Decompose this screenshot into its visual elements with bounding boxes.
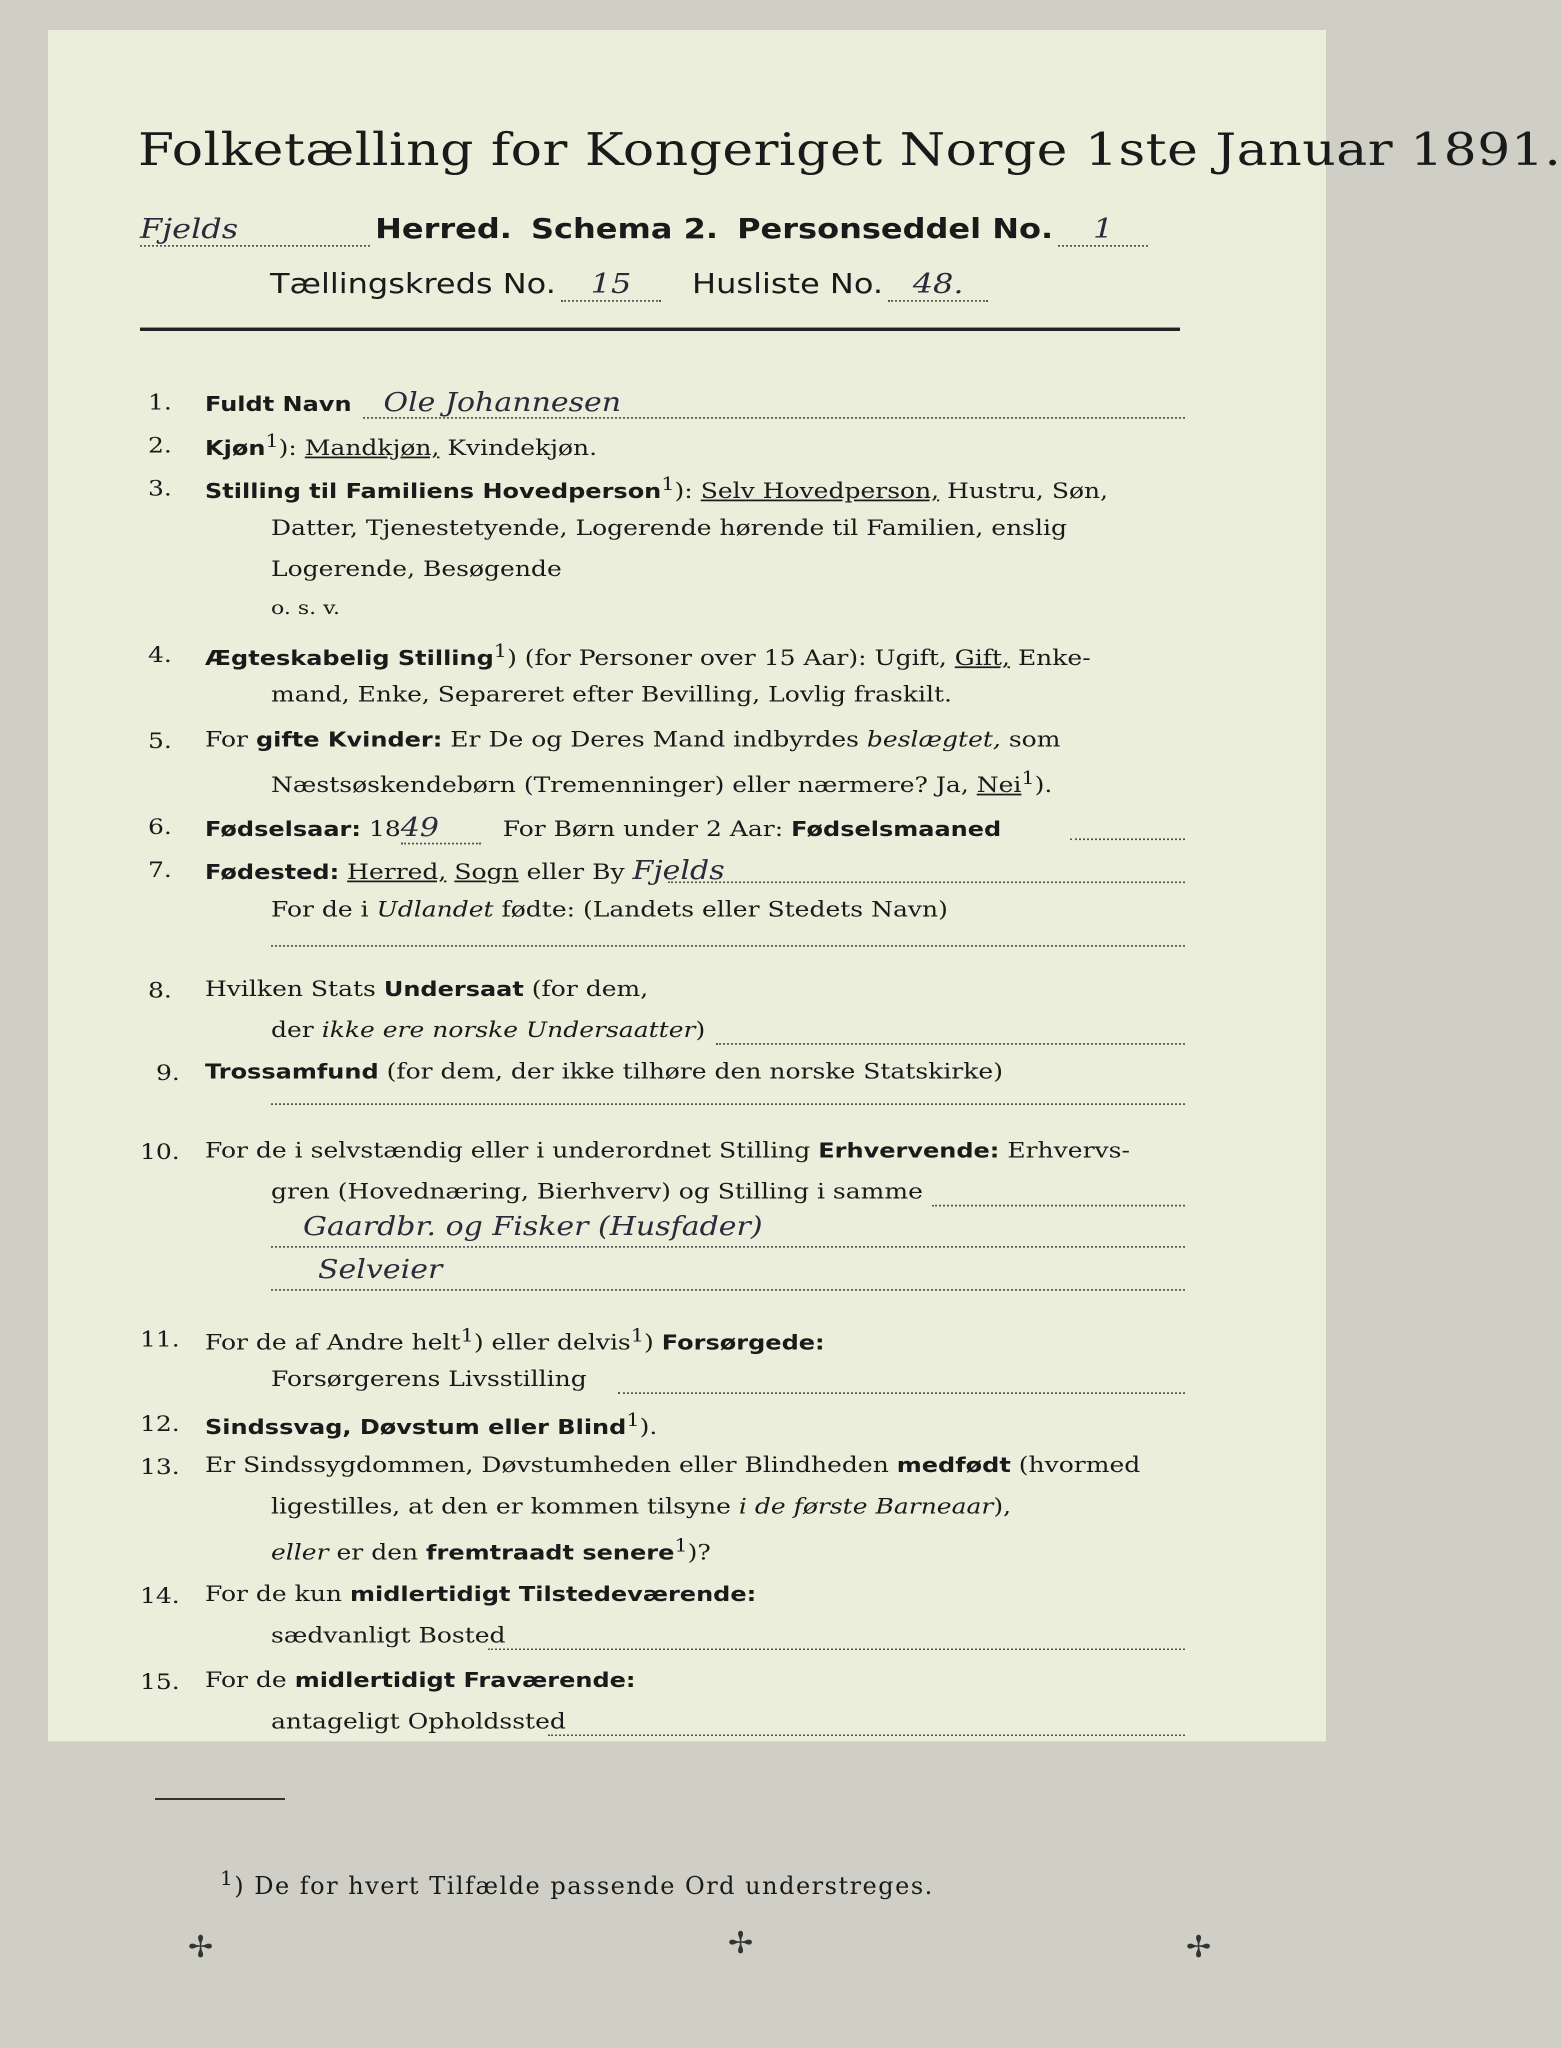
q5-text-c: som — [1008, 726, 1061, 752]
q7-line2a: For de i — [271, 896, 369, 922]
q11-sup2: 1 — [630, 1325, 645, 1346]
q15-dotted-line — [548, 1735, 1185, 1737]
q14-row — [205, 1581, 756, 1606]
q11-number: 11. — [140, 1326, 180, 1352]
q13-number: 13. — [140, 1454, 180, 1480]
q7-value: Fjelds — [632, 855, 725, 886]
q11-sup1: 1 — [460, 1325, 474, 1346]
herred-value: Fjelds — [140, 212, 370, 246]
q5-sup: 1 — [1021, 767, 1035, 789]
q7-line2b: fødte: (Landets eller Stedets Navn) — [501, 896, 948, 922]
q13-line3a: er den — [336, 1539, 419, 1565]
q2-option-mandkjon: Mandkjøn, — [304, 435, 440, 461]
form-title: Folketælling for Kongeriget Norge 1ste Januar 1891. — [138, 124, 1561, 177]
q5-option-nei: Nei — [976, 772, 1022, 798]
registration-mark-right: ✢ — [1186, 1930, 1212, 1965]
taellingskreds-label: Tællingskreds No. — [270, 267, 556, 301]
q7-number: 7. — [148, 857, 172, 883]
q6-value: 49 — [401, 813, 481, 845]
q12-sup: 1 — [626, 1409, 640, 1431]
q6-number: 6. — [148, 814, 172, 840]
q3-text-a: ): — [674, 478, 693, 504]
lower-questions — [48, 30, 1326, 2020]
q9-text: (for dem, der ikke tilhøre den norske Statskirke) — [386, 1058, 1003, 1084]
q15-line2: antageligt Opholdssted — [271, 1708, 566, 1734]
q6-prefix: 18 — [368, 816, 401, 841]
q8-text-b: (for dem, — [531, 976, 649, 1001]
q3-line3: Logerende, Besøgende — [271, 556, 562, 582]
q9-label: Trossamfund — [205, 1059, 379, 1084]
q10-number: 10. — [140, 1139, 180, 1165]
q5-number: 5. — [148, 728, 172, 754]
q10-label: Erhvervende: — [818, 1138, 1000, 1163]
q13-line2a: ligestilles, at den er kommen tilsyne — [271, 1493, 731, 1519]
q11-line2: Forsørgerens Livsstilling — [271, 1366, 587, 1392]
q6-text-b: For Børn under 2 Aar: — [502, 816, 784, 841]
q1-value: Ole Johannesen — [383, 387, 622, 418]
q7-label: Fødested: — [205, 859, 340, 884]
q12-number: 12. — [140, 1411, 180, 1437]
q5-text-a: For — [205, 726, 248, 752]
q2-label: Kjøn — [205, 436, 266, 461]
q2-sup: 1 — [265, 430, 279, 452]
q8-line2a: der — [271, 1017, 314, 1043]
q4-sup: 1 — [493, 640, 508, 662]
footnote-rule — [155, 1798, 285, 1800]
q3-number: 3. — [148, 475, 172, 501]
registration-mark-left: ✢ — [188, 1930, 214, 1965]
q3-text-b: Hustru, Søn, — [947, 478, 1109, 504]
q8-line2b: ) — [695, 1017, 706, 1043]
q4-text-b: Enke- — [1017, 645, 1091, 671]
q11-text-c: ) — [644, 1329, 654, 1355]
q4-text-a: ) (for Personer over 15 Aar): Ugift, — [507, 645, 947, 671]
q12-text: ). — [639, 1414, 658, 1439]
q11-label: Forsørgede: — [661, 1330, 825, 1355]
q13-line3-bold: fremtraadt senere — [426, 1540, 675, 1565]
q11-text-a: For de af Andre helt — [205, 1329, 461, 1355]
footnote-sup: 1 — [220, 1866, 235, 1890]
q1-number: 1. — [148, 389, 172, 415]
schema-label: Schema 2. — [531, 212, 718, 245]
q13-label: medfødt — [896, 1453, 1011, 1478]
q9-number: 9. — [156, 1060, 180, 1086]
q13-line2b: ), — [993, 1493, 1012, 1519]
footnote — [220, 1866, 934, 1900]
q2-text: ): — [278, 435, 297, 461]
q4-label: Ægteskabelig Stilling — [205, 646, 494, 671]
q3-option-selv-hovedperson: Selv Hovedperson, — [700, 478, 940, 504]
q7-option-sogn: Sogn — [454, 859, 519, 884]
q15-label: midlertidigt Fraværende: — [294, 1668, 636, 1693]
q8-number: 8. — [148, 977, 172, 1003]
q14-text-a: For de kun — [205, 1581, 343, 1607]
q10-line2: gren (Hovednæring, Bierhverv) og Stilling i samme — [271, 1178, 923, 1204]
q13-line3b: )? — [687, 1539, 711, 1565]
q12-label: Sindssvag, Døvstum eller Blind — [205, 1414, 627, 1439]
q7-text-a: eller By — [526, 859, 625, 884]
q6-label2: Fødselsmaaned — [791, 816, 1002, 841]
q11-text-b: ) eller delvis — [473, 1329, 631, 1355]
q5-line2: Næstsøskendebørn (Tremenninger) eller nærmere? Ja, — [271, 772, 969, 798]
q7-line2-italic: Udlandet — [376, 896, 494, 922]
q5-text-d: ). — [1034, 772, 1053, 798]
q15-row — [205, 1667, 636, 1692]
q8-line2-italic: ikke ere norske Undersaatter — [321, 1017, 696, 1043]
q5-italic: beslægtet, — [866, 726, 1001, 752]
q14-label: midlertidigt Tilstedeværende: — [349, 1582, 757, 1607]
q4-option-gift: Gift, — [954, 645, 1010, 671]
q8-text-a: Hvilken Stats — [205, 976, 376, 1001]
q13-text-a: Er Sindssygdommen, Døvstumheden eller Blindheden — [205, 1452, 889, 1478]
husliste-value: 48. — [888, 267, 988, 301]
q13-sup: 1 — [674, 1535, 688, 1556]
q10-value2: Selveier — [318, 1254, 443, 1285]
q2-number: 2. — [148, 432, 172, 458]
q5-text-b: Er De og Deres Mand indbyrdes — [450, 726, 859, 752]
q8-label: Undersaat — [383, 976, 524, 1001]
q13-text-b: (hvormed — [1018, 1452, 1141, 1478]
q10-text-b: Erhvervs- — [1007, 1137, 1130, 1163]
q13-line2-italic: i de første Barneaar — [738, 1493, 994, 1519]
q4-line2: mand, Enke, Separeret efter Bevilling, Lovlig fraskilt. — [271, 681, 952, 707]
q15-text-a: For de — [205, 1667, 287, 1693]
footnote-text: ) De for hvert Tilfælde passende Ord understreges. — [234, 1872, 934, 1900]
q7-option-herred: Herred, — [347, 859, 447, 884]
q10-text-a: For de i selvstændig eller i underordnet Stilling — [205, 1137, 811, 1163]
q15-number: 15. — [140, 1669, 180, 1695]
q1-label: Fuldt Navn — [205, 392, 352, 417]
herred-label: Herred. — [375, 212, 512, 245]
q10-value1: Gaardbr. og Fisker (Husfader) — [303, 1211, 763, 1242]
taellingskreds-value: 15 — [561, 267, 661, 301]
q4-number: 4. — [148, 642, 172, 668]
q14-number: 14. — [140, 1583, 180, 1609]
q13-line3-italic: eller — [271, 1539, 329, 1565]
husliste-label: Husliste No. — [692, 267, 884, 301]
personseddel-value: 1 — [1058, 212, 1148, 246]
q6-label: Fødselsaar: — [205, 816, 361, 841]
q5-label: gifte Kvinder: — [255, 727, 443, 752]
q2-option-kvindekjon: Kvindekjøn. — [447, 435, 598, 461]
q3-line2: Datter, Tjenestetyende, Logerende hørende til Familien, enslig — [271, 515, 1068, 540]
q14-dotted-line — [488, 1649, 1185, 1651]
q3-line4: o. s. v. — [271, 597, 340, 620]
q3-sup: 1 — [661, 473, 675, 495]
registration-mark-center: ✢ — [728, 1926, 754, 1961]
q3-label: Stilling til Familiens Hovedperson — [205, 479, 662, 504]
personseddel-label: Personseddel No. — [737, 212, 1054, 245]
q14-line2: sædvanligt Bosted — [271, 1622, 506, 1648]
